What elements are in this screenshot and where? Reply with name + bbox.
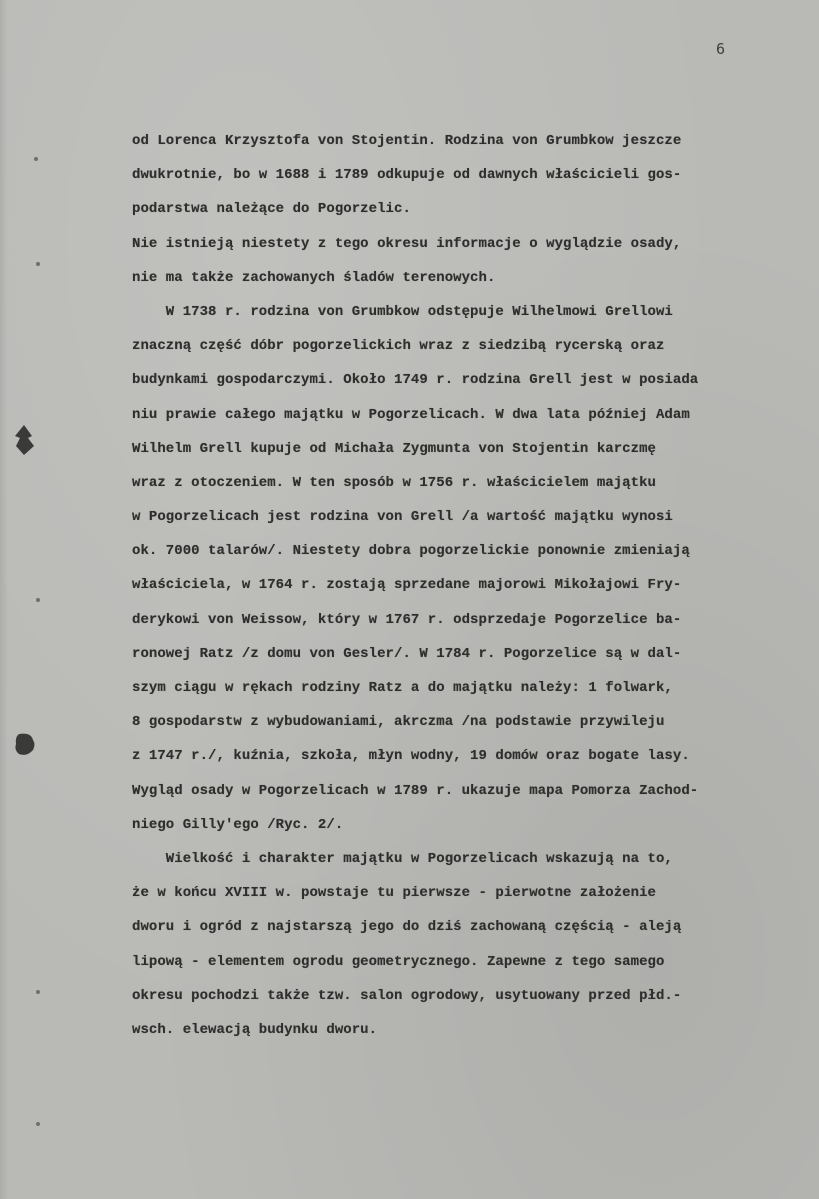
text-line: 8 gospodarstw z wybudowaniami, akrczma /na podstawie przywileju xyxy=(132,714,665,731)
text-line: niu prawie całego majątku w Pogorzelicach. W dwa lata później Adam xyxy=(132,406,690,423)
text-line: że w końcu XVIII w. powstaje tu pierwsze - pierwotne założenie xyxy=(132,885,656,902)
margin-dot xyxy=(36,990,40,994)
text-line: z 1747 r./, kuźnia, szkoła, młyn wodny, 19 domów oraz bogate lasy. xyxy=(132,748,690,765)
text-line: derykowi von Weissow, który w 1767 r. odsprzedaje Pogorzelice ba- xyxy=(132,611,682,628)
page-number: 6 xyxy=(716,40,726,58)
margin-dot xyxy=(36,1122,40,1126)
text-line: szym ciągu w rękach rodziny Ratz a do majątku należy: 1 folwark, xyxy=(132,680,673,696)
text-line: dwukrotnie, bo w 1688 i 1789 odkupuje od dawnych właścicieli gos- xyxy=(132,167,682,184)
punch-hole-mark xyxy=(12,424,36,456)
text-line: Wygląd osady w Pogorzelicach w 1789 r. ukazuje mapa Pomorza Zachod- xyxy=(132,782,699,799)
punch-hole-mark xyxy=(13,732,37,758)
text-line: W 1738 r. rodzina von Grumbkow odstępuje Wilhelmowi Grellowi xyxy=(132,303,673,320)
text-line: od Lorenca Krzysztofa von Stojentin. Rodzina von Grumbkow jeszcze xyxy=(132,133,682,149)
text-line: wsch. elewacją budynku dworu. xyxy=(132,1021,378,1038)
text-line: właściciela, w 1764 r. zostają sprzedane majorowi Mikołajowi Fry- xyxy=(132,577,682,594)
text-line: ronowej Ratz /z domu von Gesler/. W 1784 r. Pogorzelice są w dal- xyxy=(132,645,682,662)
text-line: ok. 7000 talarów/. Niestety dobra pogorzelickie ponownie zmieniają xyxy=(132,543,690,560)
text-line: okresu pochodzi także tzw. salon ogrodowy, usytuowany przed płd.- xyxy=(132,987,682,1004)
text-line: wraz z otoczeniem. W ten sposób w 1756 r. właścicielem majątku xyxy=(132,474,656,491)
margin-dot xyxy=(36,262,40,266)
margin-dot xyxy=(34,157,38,161)
text-line: dworu i ogród z najstarszą jego do dziś zachowaną częścią - aleją xyxy=(132,919,682,936)
text-line: budynkami gospodarczymi. Około 1749 r. rodzina Grell jest w posiada xyxy=(132,372,699,389)
text-line: w Pogorzelicach jest rodzina von Grell /a wartość majątku wynosi xyxy=(132,509,673,526)
text-line: podarstwa należące do Pogorzelic. xyxy=(132,201,411,218)
typed-text-body xyxy=(132,124,804,1047)
text-line: Nie istnieją niestety z tego okresu informacje o wyglądzie osady, xyxy=(132,235,682,252)
text-line: nie ma także zachowanych śladów terenowych. xyxy=(132,269,496,286)
text-line: niego Gilly'ego /Ryc. 2/. xyxy=(132,816,344,833)
text-line: Wilhelm Grell kupuje od Michała Zygmunta von Stojentin karczmę xyxy=(132,440,656,457)
text-line: lipową - elementem ogrodu geometrycznego. Zapewne z tego samego xyxy=(132,953,665,970)
margin-dot xyxy=(36,598,40,602)
text-line: znaczną część dóbr pogorzelickich wraz z siedzibą rycerską oraz xyxy=(132,338,665,355)
text-line: Wielkość i charakter majątku w Pogorzelicach wskazują na to, xyxy=(132,850,673,867)
